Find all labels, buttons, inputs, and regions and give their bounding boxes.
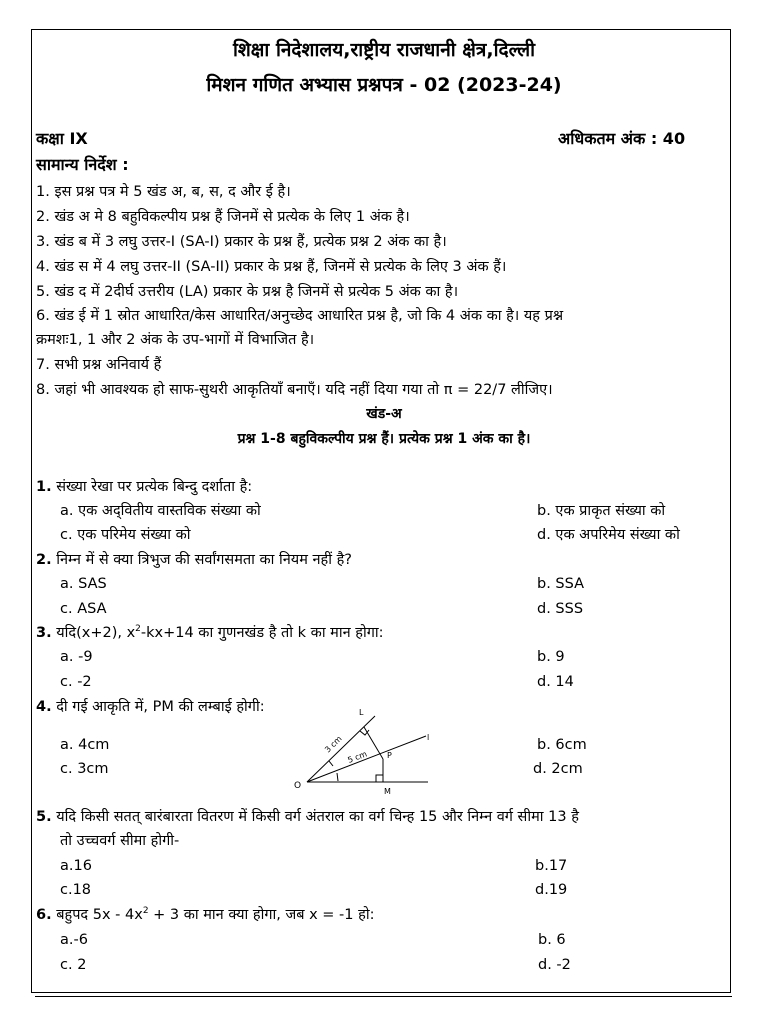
angle-bisector-figure: [280, 696, 440, 804]
right-angle-m: [376, 775, 383, 782]
question-text: दी गई आकृति में, PM की लम्बाई होगी:: [56, 699, 265, 715]
page-border-bottom: [35, 996, 732, 997]
label-m: M: [384, 787, 391, 796]
option-a: a. एक अद्‌वितीय वास्तविक संख्या को: [60, 503, 261, 519]
question-6: [36, 905, 374, 925]
instruction-item: 4. खंड स में 4 लघु उत्तर-II (SA-II) प्रकार के प्रश्न हैं, जिनमें से प्रत्येक के लिए 3 अंक हैं।: [36, 259, 507, 275]
instruction-item: 6. खंड ई में 1 स्रोत आधारित/केस आधारित/अनुच्छेद आधारित प्रश्न है, जो कि 4 अंक का है। यह प्रश्न: [36, 308, 564, 324]
label-l-ray: l: [427, 733, 430, 742]
question-number: 3.: [36, 625, 52, 641]
question-number: 4.: [36, 699, 52, 715]
option-b: b. 6cm: [537, 737, 587, 753]
question-text-continued: तो उच्चवर्ग सीमा होगी-: [60, 833, 180, 849]
option-d: d. -2: [538, 957, 571, 973]
label-o: O: [294, 781, 302, 791]
instruction-item: क्रमशः1, 1 और 2 अंक के उप-भागों में विभाजित है।: [36, 332, 315, 348]
superscript: 2: [142, 906, 149, 917]
section-title: खंड-अ: [366, 406, 402, 422]
instruction-item: 1. इस प्रश्न पत्र मे 5 खंड अ, ब, स, द और ई है।: [36, 184, 291, 200]
question-number: 2.: [36, 552, 52, 568]
option-d: d. एक अपरिमेय संख्या को: [537, 527, 680, 543]
question-text: निम्न में से क्या त्रिभुज की सर्वांगसमता का नियम नहीं है?: [56, 552, 352, 568]
option-a: a. -9: [60, 649, 93, 665]
option-d: d. SSS: [537, 601, 584, 617]
question-1: [36, 477, 252, 497]
question-number: 6.: [36, 907, 52, 923]
option-d: d. 14: [537, 674, 574, 690]
question-number: 1.: [36, 479, 52, 495]
option-a: a. 4cm: [60, 737, 110, 753]
instruction-item: 3. खंड ब में 3 लघु उत्तर-I (SA-I) प्रकार के प्रश्न हैं, प्रत्येक प्रश्न 2 अंक का है।: [36, 234, 447, 250]
question-3: [36, 623, 384, 643]
paper-title: मिशन गणित अभ्यास प्रश्नपत्र - 02 (2023-24): [206, 74, 562, 96]
question-text-start: बहुपद 5x - 4x: [56, 907, 143, 923]
section-subtitle: प्रश्न 1-8 बहुविकल्पीय प्रश्न हैं। प्रत्येक प्रश्न 1 अंक का है।: [237, 431, 531, 447]
option-b: b. SSA: [537, 576, 585, 592]
option-b: b. 9: [537, 649, 565, 665]
label-ol-length: 3 cm: [323, 734, 344, 755]
option-c: c. एक परिमेय संख्या को: [60, 527, 191, 543]
option-b: b. 6: [538, 932, 566, 948]
option-b: b. एक प्राकृत संख्या को: [537, 503, 666, 519]
question-5: [36, 807, 579, 827]
header-title: शिक्षा निदेशालय,राष्ट्रीय राजधानी क्षेत्र,दिल्ली: [232, 39, 536, 61]
bisector-ray: [307, 736, 426, 782]
option-c: c. ASA: [60, 601, 107, 617]
option-c: c. -2: [60, 674, 92, 690]
max-marks: अधिकतम अंक : 40: [558, 129, 686, 148]
label-p: P: [387, 751, 392, 760]
option-a: a.16: [60, 858, 92, 874]
question-2: [36, 550, 352, 570]
label-l-point: L: [359, 708, 364, 717]
instruction-item: 5. खंड द में 2दीर्घ उत्तरीय (LA) प्रकार के प्रश्न है जिनमें से प्रत्येक 5 अंक का है।: [36, 284, 459, 300]
option-c: c.18: [60, 882, 92, 898]
option-d: d. 2cm: [533, 761, 583, 777]
instruction-item: 8. जहां भी आवश्यक हो साफ-सुथरी आकृतियाँ बनाएँ। यदि नहीं दिया गया तो π = 22/7 लीजिए।: [36, 382, 553, 398]
angle-tick: [329, 761, 333, 766]
class-label: कक्षा IX: [36, 129, 88, 148]
instruction-item: 2. खंड अ मे 8 बहुविकल्पीय प्रश्न हैं जिनमें से प्रत्येक के लिए 1 अंक है।: [36, 209, 410, 225]
superscript: 2: [135, 624, 141, 635]
option-c: c. 3cm: [60, 761, 109, 777]
option-a: a. SAS: [60, 576, 107, 592]
question-text: यदि किसी सतत् बारंबारता वितरण में किसी वर्ग अंतराल का वर्ग चिन्ह 15 और निम्न वर्ग सीमा 13 है: [56, 809, 579, 825]
option-a: a.-6: [60, 932, 88, 948]
question-4: [36, 697, 265, 717]
option-d: d.19: [535, 882, 568, 898]
question-number: 5.: [36, 809, 52, 825]
angle-tick: [337, 773, 338, 781]
question-text-end: + 3 का मान क्या होगा, जब x = -1 हो:: [148, 907, 375, 923]
instructions-heading: सामान्य निर्देश :: [36, 155, 129, 174]
option-c: c. 2: [60, 957, 87, 973]
question-text: संख्या रेखा पर प्रत्येक बिन्दु दर्शाता है:: [56, 479, 253, 495]
question-text-end: -kx+14 का गुणनखंड है तो k का मान होगा:: [140, 625, 384, 641]
instruction-item: 7. सभी प्रश्न अनिवार्य हैं: [36, 357, 162, 373]
question-text-start: यदि(x+2), x: [56, 625, 136, 641]
label-op-length: 5 cm: [346, 749, 369, 765]
option-b: b.17: [535, 858, 568, 874]
